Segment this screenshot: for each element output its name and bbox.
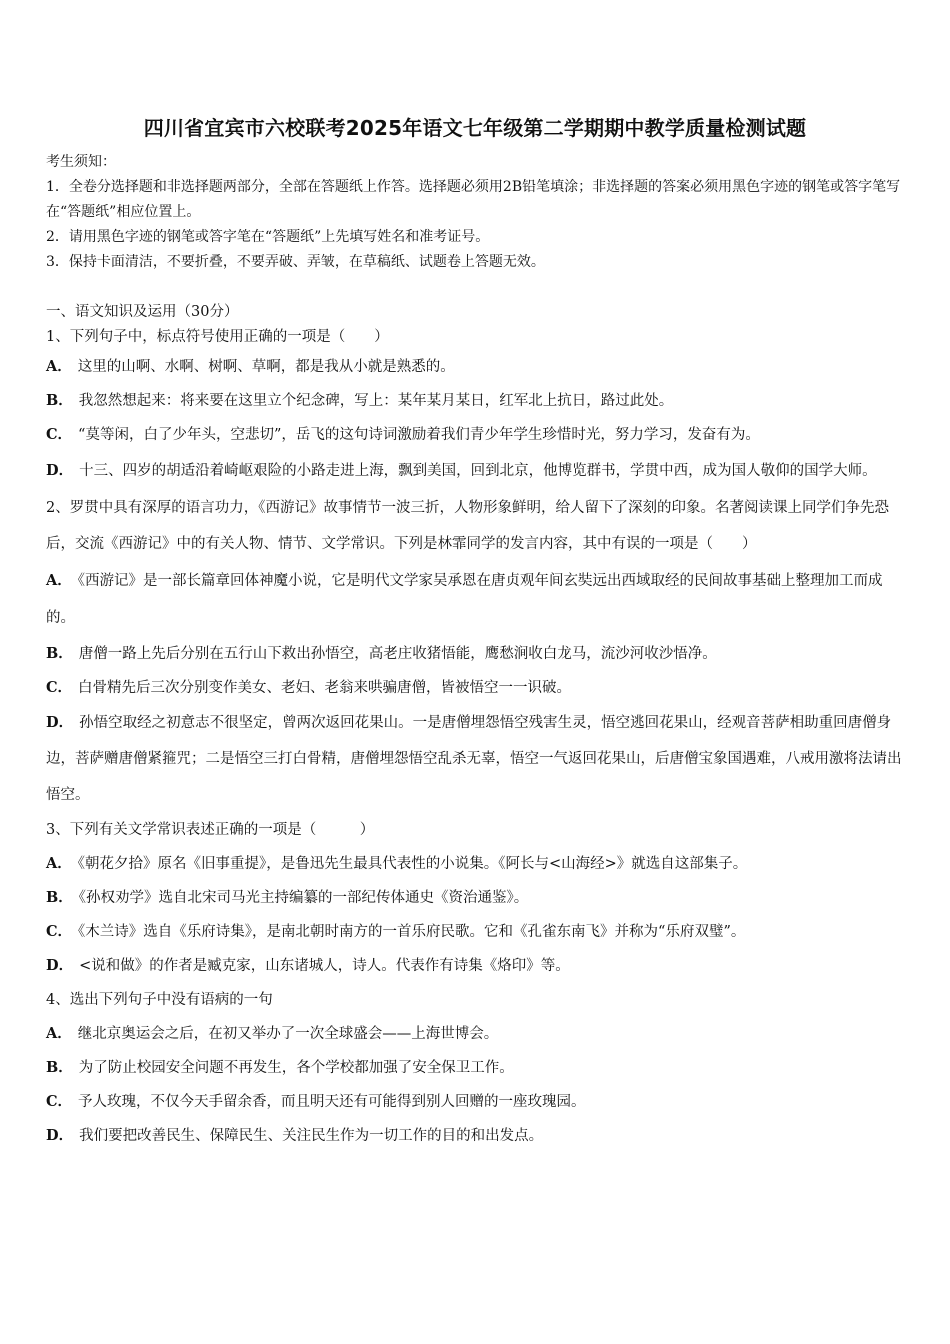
option-text: 我们要把改善民生、保障民生、关注民生作为一切工作的目的和出发点。 <box>79 1128 544 1144</box>
option-text: 为了防止校园安全问题不再发生，各个学校都加强了安全保卫工作。 <box>78 1060 514 1076</box>
question-stem: 3、下列有关文学常识表述正确的一项是（ ） <box>46 822 375 838</box>
option-label: D． <box>46 714 74 731</box>
option-text: 《西游记》是一部长篇章回体神魔小说，它是明代文学家吴承恩在唐贞观年间玄奘远出西域取经的民间故事基础上整理加工而成的。 <box>46 573 883 626</box>
section-heading: 一、语文知识及运用（30分） <box>46 304 239 320</box>
option-c <box>46 1085 908 1119</box>
option-label: A． <box>46 1025 72 1042</box>
option-text: 继北京奥运会之后，在初又举办了一次全球盛会——上海世博会。 <box>77 1026 499 1042</box>
notice-item: 3．保持卡面清洁，不要折叠，不要弄破、弄皱，在草稿纸、试题卷上答题无效。 <box>46 254 545 270</box>
question-stem: 2、罗贯中具有深厚的语言功力，《西游记》故事情节一波三折，人物形象鲜明，给人留下了深刻的印象。名著阅读课上同学们争先恐后，交流《西游记》中的有关人物、情节、文学常识。下列是林霏同学的发言内容，其中有误的一项是（ ） <box>46 500 889 552</box>
option-label: C． <box>46 1093 73 1110</box>
option-text: 《朝花夕拾》原名《旧事重提》，是鲁迅先生最具代表性的小说集。《阿长与<山海经>》就选自这部集子。 <box>77 856 748 872</box>
option-a <box>46 1017 908 1051</box>
option-text: 我忽然想起来：将来要在这里立个纪念碑，写上：某年某月某日，红军北上抗日，路过此处。 <box>78 393 674 409</box>
option-label: B． <box>46 1059 73 1076</box>
option-text: 《木兰诗》选自《乐府诗集》，是南北朝时南方的一首乐府民歌。它和《孔雀东南飞》并称为“乐府双璧”。 <box>78 924 746 940</box>
notice-item: 1．全卷分选择题和非选择题两部分，全部在答题纸上作答。选择题必须用2B铅笔填涂；非选择题的答案必须用黑色字迹的钢笔或答字笔写在“答题纸”相应位置上。 <box>46 179 901 220</box>
option-a <box>46 847 908 881</box>
option-text: 唐僧一路上先后分别在五行山下救出孙悟空，高老庄收猪悟能，鹰愁涧收白龙马，流沙河收沙悟净。 <box>78 646 717 662</box>
option-text: 白骨精先后三次分别变作美女、老妇、老翁来哄骗唐僧，皆被悟空一一识破。 <box>78 680 572 696</box>
option-label: A． <box>46 572 72 589</box>
option-d <box>46 1119 908 1153</box>
question-2 <box>46 490 908 813</box>
option-c <box>46 671 908 705</box>
question-3 <box>46 813 908 983</box>
option-label: D． <box>46 462 74 479</box>
question-body <box>46 300 908 1153</box>
option-c <box>46 915 908 949</box>
notice-block <box>46 150 906 275</box>
option-text: 孙悟空取经之初意志不很坚定，曾两次返回花果山。一是唐僧埋怨悟空残害生灵，悟空逃回花果山，经观音菩萨相助重回唐僧身边，菩萨赠唐僧紧箍咒；二是悟空三打白骨精，唐僧埋怨悟空乱杀无辜，悟空一气返回花果山，后唐僧宝象国遇难，八戒用激将法请出悟空。 <box>46 715 902 803</box>
option-d <box>46 949 908 983</box>
question-1 <box>46 324 908 490</box>
option-c <box>46 418 908 452</box>
question-stem: 4、选出下列句子中没有语病的一句 <box>46 992 273 1008</box>
option-d <box>46 452 908 490</box>
question-4 <box>46 983 908 1153</box>
page-title: 四川省宜宾市六校联考2025年语文七年级第二学期期中教学质量检测试题 <box>143 116 807 140</box>
option-label: D． <box>46 957 74 974</box>
option-d <box>46 705 908 813</box>
option-b <box>46 384 908 418</box>
option-text: 《孙权劝学》选自北宋司马光主持编纂的一部纪传体通史《资治通鉴》。 <box>78 890 529 906</box>
option-label: B． <box>46 889 73 906</box>
option-label: C． <box>46 923 73 940</box>
option-a <box>46 562 908 637</box>
option-label: C． <box>46 426 73 443</box>
question-stem: 1、下列句子中，标点符号使用正确的一项是（ ） <box>46 329 389 345</box>
option-text: <说和做》的作者是臧克家，山东诸城人，诗人。代表作有诗集《烙印》等。 <box>79 958 570 974</box>
notice-item: 2．请用黑色字迹的钢笔或答字笔在“答题纸”上先填写姓名和准考证号。 <box>46 229 490 245</box>
option-a <box>46 350 908 384</box>
option-b <box>46 637 908 671</box>
option-label: A． <box>46 855 72 872</box>
option-label: B． <box>46 392 73 409</box>
option-label: A． <box>46 358 72 375</box>
option-label: B． <box>46 645 73 662</box>
option-label: D． <box>46 1127 74 1144</box>
option-b <box>46 1051 908 1085</box>
option-text: “莫等闲，白了少年头，空悲切”，岳飞的这句诗词激励着我们青少年学生珍惜时光，努力学习，发奋有为。 <box>78 427 760 443</box>
option-b <box>46 881 908 915</box>
option-text: 十三、四岁的胡适沿着崎岖艰险的小路走进上海，飘到美国，回到北京，他博览群书，学贯中西，成为国人敬仰的国学大师。 <box>79 463 877 479</box>
option-text: 予人玫瑰，不仅今天手留余香，而且明天还有可能得到别人回赠的一座玫瑰园。 <box>78 1094 586 1110</box>
notice-heading: 考生须知： <box>46 154 116 170</box>
option-label: C． <box>46 679 73 696</box>
option-text: 这里的山啊、水啊、树啊、草啊，都是我从小就是熟悉的。 <box>77 359 455 375</box>
